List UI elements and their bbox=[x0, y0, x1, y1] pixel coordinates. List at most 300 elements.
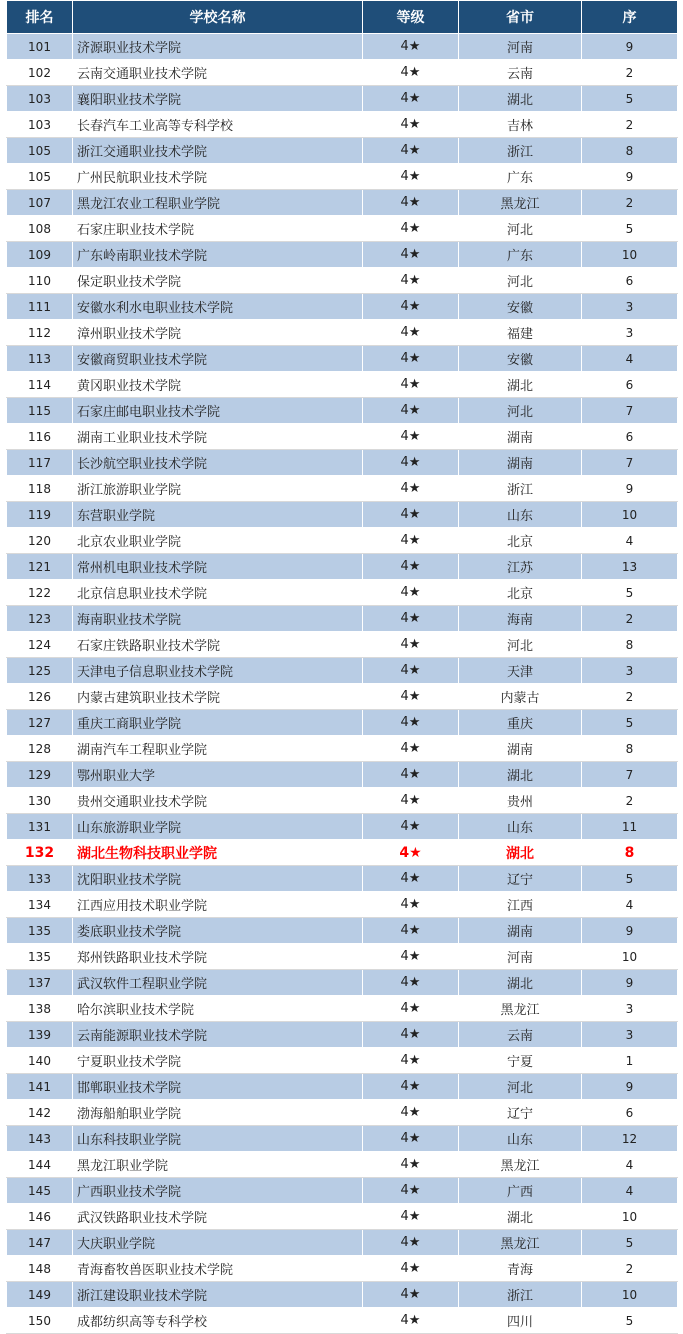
cell-school-name: 北京农业职业学院 bbox=[73, 528, 363, 554]
cell-grade: 4★ bbox=[363, 60, 459, 86]
cell-province: 北京 bbox=[459, 580, 582, 606]
cell-rank: 139 bbox=[7, 1022, 73, 1048]
cell-province: 青海 bbox=[459, 1256, 582, 1282]
cell-school-name: 浙江旅游职业学院 bbox=[73, 476, 363, 502]
cell-grade: 4★ bbox=[363, 554, 459, 580]
cell-province: 湖北 bbox=[459, 762, 582, 788]
cell-school-name: 浙江交通职业技术学院 bbox=[73, 138, 363, 164]
cell-rank: 103 bbox=[7, 86, 73, 112]
cell-school-name: 北京信息职业技术学院 bbox=[73, 580, 363, 606]
cell-school-name: 黑龙江职业学院 bbox=[73, 1152, 363, 1178]
table-row bbox=[7, 502, 678, 528]
table-row bbox=[7, 892, 678, 918]
table-row bbox=[7, 1178, 678, 1204]
cell-school-name: 安徽水利水电职业技术学院 bbox=[73, 294, 363, 320]
cell-province: 辽宁 bbox=[459, 866, 582, 892]
cell-grade: 4★ bbox=[363, 164, 459, 190]
cell-grade: 4★ bbox=[363, 112, 459, 138]
cell-seq: 5 bbox=[582, 86, 678, 112]
cell-seq: 4 bbox=[582, 1178, 678, 1204]
table-row bbox=[7, 944, 678, 970]
cell-rank: 108 bbox=[7, 216, 73, 242]
cell-seq: 7 bbox=[582, 762, 678, 788]
header-grade: 等级 bbox=[363, 1, 459, 34]
cell-rank: 137 bbox=[7, 970, 73, 996]
table-row bbox=[7, 918, 678, 944]
cell-rank: 147 bbox=[7, 1230, 73, 1256]
cell-school-name: 重庆工商职业学院 bbox=[73, 710, 363, 736]
cell-seq: 10 bbox=[582, 502, 678, 528]
cell-school-name: 广东岭南职业技术学院 bbox=[73, 242, 363, 268]
cell-seq: 4 bbox=[582, 892, 678, 918]
table-row bbox=[7, 320, 678, 346]
cell-grade: 4★ bbox=[363, 1282, 459, 1308]
cell-seq: 3 bbox=[582, 996, 678, 1022]
cell-grade: 4★ bbox=[363, 918, 459, 944]
cell-rank: 149 bbox=[7, 1282, 73, 1308]
cell-school-name: 石家庄邮电职业技术学院 bbox=[73, 398, 363, 424]
cell-school-name: 浙江建设职业技术学院 bbox=[73, 1282, 363, 1308]
cell-school-name: 保定职业技术学院 bbox=[73, 268, 363, 294]
header-school-name: 学校名称 bbox=[73, 1, 363, 34]
cell-rank: 119 bbox=[7, 502, 73, 528]
table-row bbox=[7, 86, 678, 112]
table-row bbox=[7, 840, 678, 866]
cell-seq: 8 bbox=[582, 632, 678, 658]
cell-rank: 148 bbox=[7, 1256, 73, 1282]
cell-rank: 118 bbox=[7, 476, 73, 502]
cell-seq: 3 bbox=[582, 1022, 678, 1048]
cell-grade: 4★ bbox=[363, 892, 459, 918]
cell-seq: 10 bbox=[582, 944, 678, 970]
table-row bbox=[7, 242, 678, 268]
cell-grade: 4★ bbox=[363, 1256, 459, 1282]
cell-province: 湖北 bbox=[459, 970, 582, 996]
cell-seq: 12 bbox=[582, 1126, 678, 1152]
table-row bbox=[7, 1126, 678, 1152]
cell-school-name: 武汉软件工程职业学院 bbox=[73, 970, 363, 996]
table-row bbox=[7, 476, 678, 502]
cell-seq: 3 bbox=[582, 294, 678, 320]
cell-province: 云南 bbox=[459, 1022, 582, 1048]
cell-province: 湖北 bbox=[459, 372, 582, 398]
cell-province: 贵州 bbox=[459, 788, 582, 814]
cell-rank: 101 bbox=[7, 34, 73, 60]
cell-seq: 2 bbox=[582, 112, 678, 138]
table-row bbox=[7, 580, 678, 606]
cell-rank: 133 bbox=[7, 866, 73, 892]
cell-seq: 2 bbox=[582, 788, 678, 814]
cell-seq: 2 bbox=[582, 684, 678, 710]
cell-grade: 4★ bbox=[363, 34, 459, 60]
cell-seq: 6 bbox=[582, 372, 678, 398]
table-row bbox=[7, 164, 678, 190]
cell-grade: 4★ bbox=[363, 840, 459, 866]
cell-rank: 109 bbox=[7, 242, 73, 268]
cell-school-name: 武汉铁路职业技术学院 bbox=[73, 1204, 363, 1230]
cell-province: 河北 bbox=[459, 216, 582, 242]
cell-school-name: 济源职业技术学院 bbox=[73, 34, 363, 60]
cell-grade: 4★ bbox=[363, 138, 459, 164]
cell-seq: 5 bbox=[582, 580, 678, 606]
cell-school-name: 常州机电职业技术学院 bbox=[73, 554, 363, 580]
cell-grade: 4★ bbox=[363, 658, 459, 684]
table-header bbox=[7, 1, 678, 34]
cell-school-name: 郑州铁路职业技术学院 bbox=[73, 944, 363, 970]
table-row bbox=[7, 788, 678, 814]
cell-rank: 121 bbox=[7, 554, 73, 580]
cell-rank: 126 bbox=[7, 684, 73, 710]
cell-rank: 105 bbox=[7, 164, 73, 190]
table-row bbox=[7, 996, 678, 1022]
cell-seq: 2 bbox=[582, 60, 678, 86]
cell-rank: 111 bbox=[7, 294, 73, 320]
cell-seq: 9 bbox=[582, 476, 678, 502]
table-row bbox=[7, 632, 678, 658]
cell-province: 广西 bbox=[459, 1178, 582, 1204]
cell-school-name: 湖北生物科技职业学院 bbox=[73, 840, 363, 866]
cell-grade: 4★ bbox=[363, 424, 459, 450]
cell-grade: 4★ bbox=[363, 606, 459, 632]
cell-school-name: 渤海船舶职业学院 bbox=[73, 1100, 363, 1126]
cell-school-name: 云南能源职业技术学院 bbox=[73, 1022, 363, 1048]
cell-province: 江西 bbox=[459, 892, 582, 918]
cell-rank: 113 bbox=[7, 346, 73, 372]
cell-grade: 4★ bbox=[363, 242, 459, 268]
cell-province: 山东 bbox=[459, 1126, 582, 1152]
cell-school-name: 黄冈职业技术学院 bbox=[73, 372, 363, 398]
cell-grade: 4★ bbox=[363, 736, 459, 762]
table-body bbox=[7, 34, 678, 1334]
cell-seq: 9 bbox=[582, 918, 678, 944]
cell-seq: 8 bbox=[582, 736, 678, 762]
table-row bbox=[7, 554, 678, 580]
cell-school-name: 湖南工业职业技术学院 bbox=[73, 424, 363, 450]
cell-grade: 4★ bbox=[363, 1048, 459, 1074]
cell-grade: 4★ bbox=[363, 1074, 459, 1100]
cell-seq: 7 bbox=[582, 398, 678, 424]
cell-seq: 6 bbox=[582, 424, 678, 450]
cell-rank: 129 bbox=[7, 762, 73, 788]
cell-grade: 4★ bbox=[363, 944, 459, 970]
cell-grade: 4★ bbox=[363, 1204, 459, 1230]
cell-school-name: 襄阳职业技术学院 bbox=[73, 86, 363, 112]
cell-seq: 8 bbox=[582, 138, 678, 164]
table-row bbox=[7, 34, 678, 60]
table-row bbox=[7, 1230, 678, 1256]
table-row bbox=[7, 970, 678, 996]
cell-school-name: 云南交通职业技术学院 bbox=[73, 60, 363, 86]
cell-grade: 4★ bbox=[363, 1230, 459, 1256]
cell-province: 浙江 bbox=[459, 138, 582, 164]
cell-province: 河北 bbox=[459, 632, 582, 658]
cell-school-name: 安徽商贸职业技术学院 bbox=[73, 346, 363, 372]
cell-rank: 114 bbox=[7, 372, 73, 398]
cell-seq: 5 bbox=[582, 866, 678, 892]
cell-rank: 122 bbox=[7, 580, 73, 606]
table-row bbox=[7, 138, 678, 164]
table-row bbox=[7, 450, 678, 476]
cell-province: 湖南 bbox=[459, 736, 582, 762]
cell-school-name: 黑龙江农业工程职业学院 bbox=[73, 190, 363, 216]
cell-province: 辽宁 bbox=[459, 1100, 582, 1126]
cell-grade: 4★ bbox=[363, 1100, 459, 1126]
cell-grade: 4★ bbox=[363, 372, 459, 398]
cell-province: 河北 bbox=[459, 398, 582, 424]
cell-province: 黑龙江 bbox=[459, 190, 582, 216]
table-row bbox=[7, 1256, 678, 1282]
cell-seq: 2 bbox=[582, 190, 678, 216]
cell-province: 黑龙江 bbox=[459, 996, 582, 1022]
cell-school-name: 宁夏职业技术学院 bbox=[73, 1048, 363, 1074]
cell-rank: 134 bbox=[7, 892, 73, 918]
table-row bbox=[7, 1074, 678, 1100]
cell-province: 宁夏 bbox=[459, 1048, 582, 1074]
cell-rank: 131 bbox=[7, 814, 73, 840]
cell-province: 天津 bbox=[459, 658, 582, 684]
cell-grade: 4★ bbox=[363, 320, 459, 346]
cell-seq: 9 bbox=[582, 164, 678, 190]
cell-province: 安徽 bbox=[459, 346, 582, 372]
cell-province: 山东 bbox=[459, 502, 582, 528]
cell-seq: 3 bbox=[582, 658, 678, 684]
cell-province: 四川 bbox=[459, 1308, 582, 1334]
cell-grade: 4★ bbox=[363, 632, 459, 658]
cell-school-name: 鄂州职业大学 bbox=[73, 762, 363, 788]
table-row bbox=[7, 346, 678, 372]
table-row bbox=[7, 658, 678, 684]
cell-rank: 115 bbox=[7, 398, 73, 424]
cell-grade: 4★ bbox=[363, 450, 459, 476]
cell-grade: 4★ bbox=[363, 528, 459, 554]
cell-province: 安徽 bbox=[459, 294, 582, 320]
cell-rank: 128 bbox=[7, 736, 73, 762]
cell-grade: 4★ bbox=[363, 684, 459, 710]
cell-grade: 4★ bbox=[363, 996, 459, 1022]
cell-province: 湖南 bbox=[459, 450, 582, 476]
table-row bbox=[7, 294, 678, 320]
cell-seq: 4 bbox=[582, 346, 678, 372]
table-row bbox=[7, 424, 678, 450]
table-row bbox=[7, 190, 678, 216]
cell-province: 河北 bbox=[459, 1074, 582, 1100]
cell-school-name: 娄底职业技术学院 bbox=[73, 918, 363, 944]
cell-province: 福建 bbox=[459, 320, 582, 346]
cell-rank: 123 bbox=[7, 606, 73, 632]
cell-province: 云南 bbox=[459, 60, 582, 86]
cell-province: 湖南 bbox=[459, 918, 582, 944]
cell-province: 湖北 bbox=[459, 1204, 582, 1230]
cell-province: 山东 bbox=[459, 814, 582, 840]
cell-seq: 5 bbox=[582, 1308, 678, 1334]
cell-province: 广东 bbox=[459, 242, 582, 268]
table-row bbox=[7, 1282, 678, 1308]
cell-seq: 10 bbox=[582, 1282, 678, 1308]
cell-seq: 9 bbox=[582, 34, 678, 60]
table-row bbox=[7, 268, 678, 294]
cell-school-name: 成都纺织高等专科学校 bbox=[73, 1308, 363, 1334]
cell-school-name: 哈尔滨职业技术学院 bbox=[73, 996, 363, 1022]
cell-grade: 4★ bbox=[363, 814, 459, 840]
cell-school-name: 沈阳职业技术学院 bbox=[73, 866, 363, 892]
cell-grade: 4★ bbox=[363, 970, 459, 996]
cell-seq: 5 bbox=[582, 216, 678, 242]
header-rank: 排名 bbox=[7, 1, 73, 34]
cell-province: 河南 bbox=[459, 944, 582, 970]
header-row bbox=[7, 1, 678, 34]
cell-seq: 10 bbox=[582, 1204, 678, 1230]
cell-province: 广东 bbox=[459, 164, 582, 190]
cell-province: 北京 bbox=[459, 528, 582, 554]
cell-seq: 6 bbox=[582, 1100, 678, 1126]
cell-seq: 11 bbox=[582, 814, 678, 840]
cell-rank: 103 bbox=[7, 112, 73, 138]
header-seq: 序 bbox=[582, 1, 678, 34]
cell-province: 黑龙江 bbox=[459, 1230, 582, 1256]
table-row bbox=[7, 1204, 678, 1230]
cell-rank: 145 bbox=[7, 1178, 73, 1204]
cell-school-name: 青海畜牧兽医职业技术学院 bbox=[73, 1256, 363, 1282]
cell-rank: 112 bbox=[7, 320, 73, 346]
cell-school-name: 山东旅游职业学院 bbox=[73, 814, 363, 840]
cell-rank: 132 bbox=[7, 840, 73, 866]
cell-school-name: 东营职业学院 bbox=[73, 502, 363, 528]
cell-seq: 8 bbox=[582, 840, 678, 866]
cell-grade: 4★ bbox=[363, 502, 459, 528]
cell-rank: 102 bbox=[7, 60, 73, 86]
cell-grade: 4★ bbox=[363, 580, 459, 606]
table-row bbox=[7, 684, 678, 710]
cell-seq: 5 bbox=[582, 1230, 678, 1256]
cell-seq: 4 bbox=[582, 528, 678, 554]
cell-rank: 117 bbox=[7, 450, 73, 476]
cell-grade: 4★ bbox=[363, 1126, 459, 1152]
header-province: 省市 bbox=[459, 1, 582, 34]
table-row bbox=[7, 606, 678, 632]
cell-school-name: 石家庄铁路职业技术学院 bbox=[73, 632, 363, 658]
cell-seq: 6 bbox=[582, 268, 678, 294]
cell-rank: 130 bbox=[7, 788, 73, 814]
cell-rank: 120 bbox=[7, 528, 73, 554]
cell-rank: 135 bbox=[7, 918, 73, 944]
cell-seq: 5 bbox=[582, 710, 678, 736]
table-row bbox=[7, 60, 678, 86]
cell-rank: 125 bbox=[7, 658, 73, 684]
table-row bbox=[7, 216, 678, 242]
cell-rank: 143 bbox=[7, 1126, 73, 1152]
cell-rank: 124 bbox=[7, 632, 73, 658]
cell-rank: 107 bbox=[7, 190, 73, 216]
cell-grade: 4★ bbox=[363, 788, 459, 814]
cell-school-name: 漳州职业技术学院 bbox=[73, 320, 363, 346]
table-row bbox=[7, 398, 678, 424]
cell-province: 内蒙古 bbox=[459, 684, 582, 710]
cell-grade: 4★ bbox=[363, 866, 459, 892]
cell-school-name: 湖南汽车工程职业学院 bbox=[73, 736, 363, 762]
table-row bbox=[7, 112, 678, 138]
cell-school-name: 海南职业技术学院 bbox=[73, 606, 363, 632]
cell-school-name: 广西职业技术学院 bbox=[73, 1178, 363, 1204]
cell-rank: 127 bbox=[7, 710, 73, 736]
cell-school-name: 邯郸职业技术学院 bbox=[73, 1074, 363, 1100]
cell-province: 湖北 bbox=[459, 86, 582, 112]
table-row bbox=[7, 528, 678, 554]
cell-province: 湖北 bbox=[459, 840, 582, 866]
cell-province: 河南 bbox=[459, 34, 582, 60]
cell-grade: 4★ bbox=[363, 1152, 459, 1178]
table-row bbox=[7, 814, 678, 840]
cell-grade: 4★ bbox=[363, 710, 459, 736]
table-row bbox=[7, 762, 678, 788]
cell-grade: 4★ bbox=[363, 476, 459, 502]
table-row bbox=[7, 1308, 678, 1334]
table-row bbox=[7, 372, 678, 398]
cell-grade: 4★ bbox=[363, 190, 459, 216]
cell-seq: 13 bbox=[582, 554, 678, 580]
cell-grade: 4★ bbox=[363, 268, 459, 294]
table-row bbox=[7, 1100, 678, 1126]
cell-seq: 1 bbox=[582, 1048, 678, 1074]
cell-province: 河北 bbox=[459, 268, 582, 294]
cell-grade: 4★ bbox=[363, 294, 459, 320]
cell-seq: 7 bbox=[582, 450, 678, 476]
table-row bbox=[7, 1048, 678, 1074]
table-row bbox=[7, 1152, 678, 1178]
cell-seq: 2 bbox=[582, 606, 678, 632]
cell-seq: 2 bbox=[582, 1256, 678, 1282]
cell-province: 江苏 bbox=[459, 554, 582, 580]
cell-grade: 4★ bbox=[363, 1178, 459, 1204]
cell-rank: 110 bbox=[7, 268, 73, 294]
cell-seq: 4 bbox=[582, 1152, 678, 1178]
cell-grade: 4★ bbox=[363, 398, 459, 424]
cell-province: 湖南 bbox=[459, 424, 582, 450]
cell-grade: 4★ bbox=[363, 346, 459, 372]
cell-school-name: 长春汽车工业高等专科学校 bbox=[73, 112, 363, 138]
cell-province: 重庆 bbox=[459, 710, 582, 736]
cell-seq: 9 bbox=[582, 970, 678, 996]
cell-school-name: 天津电子信息职业技术学院 bbox=[73, 658, 363, 684]
cell-seq: 3 bbox=[582, 320, 678, 346]
table-row bbox=[7, 866, 678, 892]
cell-seq: 9 bbox=[582, 1074, 678, 1100]
cell-school-name: 石家庄职业技术学院 bbox=[73, 216, 363, 242]
cell-province: 黑龙江 bbox=[459, 1152, 582, 1178]
cell-grade: 4★ bbox=[363, 1308, 459, 1334]
cell-school-name: 贵州交通职业技术学院 bbox=[73, 788, 363, 814]
cell-rank: 141 bbox=[7, 1074, 73, 1100]
cell-rank: 146 bbox=[7, 1204, 73, 1230]
table-row bbox=[7, 710, 678, 736]
cell-school-name: 广州民航职业技术学院 bbox=[73, 164, 363, 190]
cell-seq: 10 bbox=[582, 242, 678, 268]
cell-province: 海南 bbox=[459, 606, 582, 632]
cell-province: 浙江 bbox=[459, 1282, 582, 1308]
cell-grade: 4★ bbox=[363, 216, 459, 242]
ranking-table bbox=[6, 0, 678, 1334]
cell-rank: 116 bbox=[7, 424, 73, 450]
cell-grade: 4★ bbox=[363, 762, 459, 788]
cell-grade: 4★ bbox=[363, 1022, 459, 1048]
cell-rank: 140 bbox=[7, 1048, 73, 1074]
cell-school-name: 内蒙古建筑职业技术学院 bbox=[73, 684, 363, 710]
cell-province: 吉林 bbox=[459, 112, 582, 138]
table-row bbox=[7, 736, 678, 762]
cell-school-name: 山东科技职业学院 bbox=[73, 1126, 363, 1152]
cell-rank: 144 bbox=[7, 1152, 73, 1178]
cell-rank: 142 bbox=[7, 1100, 73, 1126]
cell-grade: 4★ bbox=[363, 86, 459, 112]
